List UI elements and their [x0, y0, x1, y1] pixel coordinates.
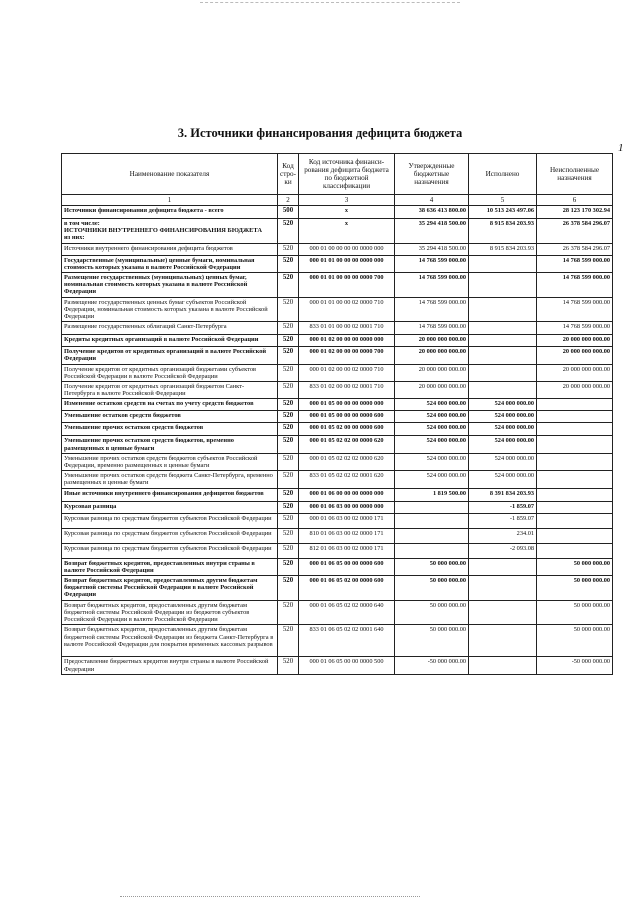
cell-executed [469, 347, 537, 364]
header-name: Наименование показателя [62, 154, 278, 195]
cell-name: Уменьшение прочих остатков средств бюджетов [62, 423, 278, 436]
cell-unexecuted: 14 768 599 000.00 [537, 297, 613, 322]
cell-line-code: 520 [278, 399, 299, 411]
cell-source-code: 812 01 06 03 00 02 0000 171 [299, 543, 395, 558]
cell-approved: 20 000 000 000.00 [395, 335, 469, 347]
cell-approved: 20 000 000 000.00 [395, 364, 469, 381]
cell-line-code: 500 [278, 206, 299, 219]
cell-executed [469, 364, 537, 381]
table-row [62, 501, 613, 513]
cell-unexecuted [537, 399, 613, 411]
cell-approved: 524 000 000.00 [395, 453, 469, 470]
cell-line-code: 520 [278, 501, 299, 513]
cell-approved: 50 000 000.00 [395, 576, 469, 601]
header-row [62, 154, 613, 195]
table-row [62, 488, 613, 501]
cell-approved: 524 000 000.00 [395, 411, 469, 423]
cell-source-code: x [299, 219, 395, 244]
table-body [62, 206, 613, 675]
cell-executed: -2 093.08 [469, 543, 537, 558]
cell-unexecuted [537, 528, 613, 543]
table-row [62, 625, 613, 657]
cell-executed [469, 576, 537, 601]
cell-executed [469, 335, 537, 347]
cell-name: Иные источники внутреннего финансирования дефицитов бюджетов [62, 488, 278, 501]
table-row [62, 347, 613, 364]
cell-executed: 8 391 834 203.93 [469, 488, 537, 501]
cell-approved: -50 000 000.00 [395, 657, 469, 675]
cell-executed [469, 600, 537, 625]
cell-unexecuted: 50 000 000.00 [537, 576, 613, 601]
cell-source-code: 000 01 05 00 00 00 0000 000 [299, 399, 395, 411]
col-number: 5 [469, 195, 537, 206]
cell-executed: 524 000 000.00 [469, 453, 537, 470]
cell-approved: 50 000 000.00 [395, 625, 469, 657]
cell-name: Получение кредитов от кредитных организаций бюджетами субъектов Российской Федерации в валюте Российской Федерации [62, 364, 278, 381]
col-number: 1 [62, 195, 278, 206]
table-row [62, 600, 613, 625]
header-approved: Утвержденные бюджетные назначения [395, 154, 469, 195]
cell-name: Государственные (муниципальные) ценные бумаги, номинальная стоимость которых указана в валюте Российской Федерации [62, 255, 278, 272]
cell-line-code: 520 [278, 453, 299, 470]
cell-source-code: 000 01 02 00 00 00 0000 000 [299, 335, 395, 347]
header-source-code: Код источника финанси-рования дефицита бюджета по бюджетной классификации [299, 154, 395, 195]
table-row [62, 528, 613, 543]
cell-executed: 524 000 000.00 [469, 436, 537, 453]
cell-name: Курсовая разница по средствам бюджетов субъектов Российской Федерации [62, 513, 278, 528]
cell-approved: 14 768 599 000.00 [395, 322, 469, 335]
cell-unexecuted: 26 378 584 296.07 [537, 243, 613, 255]
column-number-row [62, 195, 613, 206]
cell-approved: 524 000 000.00 [395, 423, 469, 436]
cell-unexecuted: 20 000 000 000.00 [537, 364, 613, 381]
cell-approved [395, 528, 469, 543]
cell-source-code: 000 01 02 00 00 02 0000 710 [299, 364, 395, 381]
cell-unexecuted: 14 768 599 000.00 [537, 322, 613, 335]
cell-source-code: 833 01 02 00 00 02 0001 710 [299, 382, 395, 399]
cell-name: Получение кредитов от кредитных организаций бюджетом Санкт-Петербурга в валюте Российской Федерации [62, 382, 278, 399]
table-row [62, 423, 613, 436]
cell-name: Возврат бюджетных кредитов, предоставленных другим бюджетам бюджетной системы Российской Федерации из бюджета Санкт-Петербурга в валюте Российской Федерации для покрытия временных кассовых разрывов [62, 625, 278, 657]
cell-line-code: 520 [278, 273, 299, 298]
cell-name: Курсовая разница по средствам бюджетов субъектов Российской Федерации [62, 528, 278, 543]
cell-executed [469, 297, 537, 322]
cell-source-code: 810 01 06 03 00 02 0000 171 [299, 528, 395, 543]
table-row [62, 453, 613, 470]
cell-line-code: 520 [278, 347, 299, 364]
cell-unexecuted [537, 423, 613, 436]
cell-line-code: 520 [278, 657, 299, 675]
cell-approved: 35 294 418 500.00 [395, 243, 469, 255]
cell-executed: 524 000 000.00 [469, 423, 537, 436]
cell-approved: 524 000 000.00 [395, 471, 469, 488]
cell-unexecuted: 14 768 599 000.00 [537, 273, 613, 298]
cell-executed: -1 859.07 [469, 501, 537, 513]
table-row [62, 576, 613, 601]
cell-unexecuted: 20 000 000 000.00 [537, 347, 613, 364]
cell-executed: 524 000 000.00 [469, 471, 537, 488]
cell-line-code: 520 [278, 513, 299, 528]
cell-name: Размещение государственных (муниципальных) ценных бумаг, номинальная стоимость которых указана в валюте Российской Федерации [62, 273, 278, 298]
cell-executed [469, 322, 537, 335]
cell-approved: 524 000 000.00 [395, 399, 469, 411]
cell-line-code: 520 [278, 558, 299, 575]
cell-executed: 524 000 000.00 [469, 399, 537, 411]
financing-sources-table [61, 153, 613, 675]
col-number: 6 [537, 195, 613, 206]
header-executed: Исполнено [469, 154, 537, 195]
table-row [62, 273, 613, 298]
cell-approved: 50 000 000.00 [395, 558, 469, 575]
cell-name: Кредиты кредитных организаций в валюте Российской Федерации [62, 335, 278, 347]
table-row [62, 399, 613, 411]
cell-executed [469, 558, 537, 575]
cell-executed: 8 915 834 203.93 [469, 243, 537, 255]
table-row [62, 657, 613, 675]
cell-unexecuted: 28 123 170 302.94 [537, 206, 613, 219]
table-row [62, 382, 613, 399]
cell-name: Размещение государственных облигаций Санкт-Петербурга [62, 322, 278, 335]
cell-unexecuted: 50 000 000.00 [537, 625, 613, 657]
cell-unexecuted: 14 768 599 000.00 [537, 255, 613, 272]
cell-unexecuted [537, 453, 613, 470]
cell-line-code: 520 [278, 423, 299, 436]
cell-line-code: 520 [278, 528, 299, 543]
cell-source-code: 833 01 05 02 02 02 0001 620 [299, 471, 395, 488]
cell-line-code: 520 [278, 436, 299, 453]
cell-approved: 14 768 599 000.00 [395, 255, 469, 272]
cell-approved: 35 294 418 500.00 [395, 219, 469, 244]
cell-unexecuted: -50 000 000.00 [537, 657, 613, 675]
cell-line-code: 520 [278, 576, 299, 601]
cell-line-code: 520 [278, 297, 299, 322]
cell-unexecuted: 20 000 000 000.00 [537, 382, 613, 399]
cell-executed: -1 859.07 [469, 513, 537, 528]
table-row [62, 513, 613, 528]
cell-line-code: 520 [278, 219, 299, 244]
cell-name: Предоставление бюджетных кредитов внутри страны в валюте Российской Федерации [62, 657, 278, 675]
cell-name: Возврат бюджетных кредитов, предоставленных другим бюджетам бюджетной системы Российской Федерации в валюте Российской Федерации [62, 576, 278, 601]
cell-source-code: 000 01 02 00 00 00 0000 700 [299, 347, 395, 364]
table-row [62, 558, 613, 575]
cell-approved: 14 768 599 000.00 [395, 273, 469, 298]
col-number: 3 [299, 195, 395, 206]
cell-source-code: 000 01 06 03 00 00 0000 000 [299, 501, 395, 513]
cell-source-code: x [299, 206, 395, 219]
table-row [62, 411, 613, 423]
cell-executed [469, 273, 537, 298]
cell-line-code: 520 [278, 471, 299, 488]
cell-approved: 1 819 500.00 [395, 488, 469, 501]
cell-name: Изменение остатков средств на счетах по учету средств бюджетов [62, 399, 278, 411]
cell-source-code: 000 01 06 05 02 02 0000 640 [299, 600, 395, 625]
cell-source-code: 000 01 00 00 00 00 0000 000 [299, 243, 395, 255]
cell-executed: 234.01 [469, 528, 537, 543]
scan-artifact [120, 896, 420, 898]
cell-name: Возврат бюджетных кредитов, предоставленных другим бюджетам бюджетной системы Российской Федерации из бюджетов субъектов Российской Федерации в валюте Российской Федерации [62, 600, 278, 625]
cell-name: Возврат бюджетных кредитов, предоставленных внутри страны в валюте Российской Федерации [62, 558, 278, 575]
cell-executed: 8 915 834 203.93 [469, 219, 537, 244]
table-row [62, 206, 613, 219]
cell-line-code: 520 [278, 543, 299, 558]
cell-approved: 50 000 000.00 [395, 600, 469, 625]
cell-source-code: 000 01 01 00 00 00 0000 700 [299, 273, 395, 298]
table-row [62, 436, 613, 453]
header-unexecuted: Неисполненные назначения [537, 154, 613, 195]
cell-unexecuted: 26 378 584 296.07 [537, 219, 613, 244]
cell-approved [395, 501, 469, 513]
cell-name: Источники внутреннего финансирования дефицита бюджетов [62, 243, 278, 255]
table-row [62, 243, 613, 255]
cell-unexecuted: 50 000 000.00 [537, 600, 613, 625]
cell-name: Размещение государственных ценных бумаг субъектов Российской Федерации, номинальная стоимость которых указана в валюте Российской Федерации [62, 297, 278, 322]
table-row [62, 335, 613, 347]
cell-line-code: 520 [278, 322, 299, 335]
cell-executed [469, 625, 537, 657]
col-number: 4 [395, 195, 469, 206]
cell-name: в том числе: ИСТОЧНИКИ ВНУТРЕННЕГО ФИНАНСИРОВАНИЯ БЮДЖЕТА из них: [62, 219, 278, 244]
cell-name: Курсовая разница по средствам бюджетов субъектов Российской Федерации [62, 543, 278, 558]
table-row [62, 255, 613, 272]
table-row [62, 364, 613, 381]
cell-unexecuted [537, 543, 613, 558]
table-row [62, 543, 613, 558]
cell-unexecuted: 50 000 000.00 [537, 558, 613, 575]
cell-unexecuted [537, 513, 613, 528]
cell-source-code: 000 01 06 05 00 00 0000 500 [299, 657, 395, 675]
cell-source-code: 833 01 06 05 02 02 0001 640 [299, 625, 395, 657]
cell-line-code: 520 [278, 243, 299, 255]
cell-source-code: 000 01 05 00 00 00 0000 600 [299, 411, 395, 423]
cell-source-code: 000 01 01 00 00 02 0000 710 [299, 297, 395, 322]
header-line-code: Код стро-ки [278, 154, 299, 195]
cell-approved [395, 513, 469, 528]
table-row [62, 322, 613, 335]
cell-line-code: 520 [278, 335, 299, 347]
cell-source-code: 000 01 06 00 00 00 0000 000 [299, 488, 395, 501]
cell-unexecuted [537, 488, 613, 501]
cell-approved: 14 768 599 000.00 [395, 297, 469, 322]
table-row [62, 297, 613, 322]
scan-artifact [200, 2, 460, 4]
cell-unexecuted [537, 501, 613, 513]
cell-line-code: 520 [278, 600, 299, 625]
cell-name: Уменьшение остатков средств бюджетов [62, 411, 278, 423]
cell-source-code: 000 01 05 02 02 02 0000 620 [299, 453, 395, 470]
cell-source-code: 833 01 01 00 00 02 0001 710 [299, 322, 395, 335]
cell-line-code: 520 [278, 255, 299, 272]
cell-approved [395, 543, 469, 558]
cell-source-code: 000 01 06 03 00 02 0000 171 [299, 513, 395, 528]
cell-source-code: 000 01 06 05 00 00 0000 600 [299, 558, 395, 575]
cell-executed [469, 382, 537, 399]
cell-approved: 38 636 413 800.00 [395, 206, 469, 219]
cell-executed [469, 657, 537, 675]
cell-executed [469, 255, 537, 272]
cell-name: Уменьшение прочих остатков средств бюджетов, временно размещенных в ценные бумаги [62, 436, 278, 453]
cell-line-code: 520 [278, 411, 299, 423]
cell-unexecuted [537, 471, 613, 488]
cell-approved: 524 000 000.00 [395, 436, 469, 453]
col-number: 2 [278, 195, 299, 206]
table-row [62, 219, 613, 244]
table-row [62, 471, 613, 488]
cell-line-code: 520 [278, 382, 299, 399]
cell-source-code: 000 01 06 05 02 00 0000 600 [299, 576, 395, 601]
page-number: 1 [618, 142, 624, 154]
cell-name: Источники финансирования дефицита бюджета - всего [62, 206, 278, 219]
cell-unexecuted [537, 436, 613, 453]
cell-unexecuted: 20 000 000 000.00 [537, 335, 613, 347]
cell-unexecuted [537, 411, 613, 423]
cell-executed: 10 513 243 497.06 [469, 206, 537, 219]
cell-source-code: 000 01 01 00 00 00 0000 000 [299, 255, 395, 272]
cell-approved: 20 000 000 000.00 [395, 347, 469, 364]
cell-approved: 20 000 000 000.00 [395, 382, 469, 399]
page-title: 3. Источники финансирования дефицита бюджета [177, 126, 463, 140]
cell-line-code: 520 [278, 625, 299, 657]
cell-source-code: 000 01 05 02 00 00 0000 600 [299, 423, 395, 436]
cell-line-code: 520 [278, 488, 299, 501]
cell-name: Получение кредитов от кредитных организаций в валюте Российской Федерации [62, 347, 278, 364]
cell-name: Уменьшение прочих остатков средств бюджетов субъектов Российской Федерации, временно размещенных в ценные бумаги [62, 453, 278, 470]
cell-name: Уменьшение прочих остатков средств бюджета Санкт-Петербурга, временно размещенных в ценные бумаги [62, 471, 278, 488]
cell-line-code: 520 [278, 364, 299, 381]
cell-name: Курсовая разница [62, 501, 278, 513]
cell-source-code: 000 01 05 02 02 00 0000 620 [299, 436, 395, 453]
cell-executed: 524 000 000.00 [469, 411, 537, 423]
